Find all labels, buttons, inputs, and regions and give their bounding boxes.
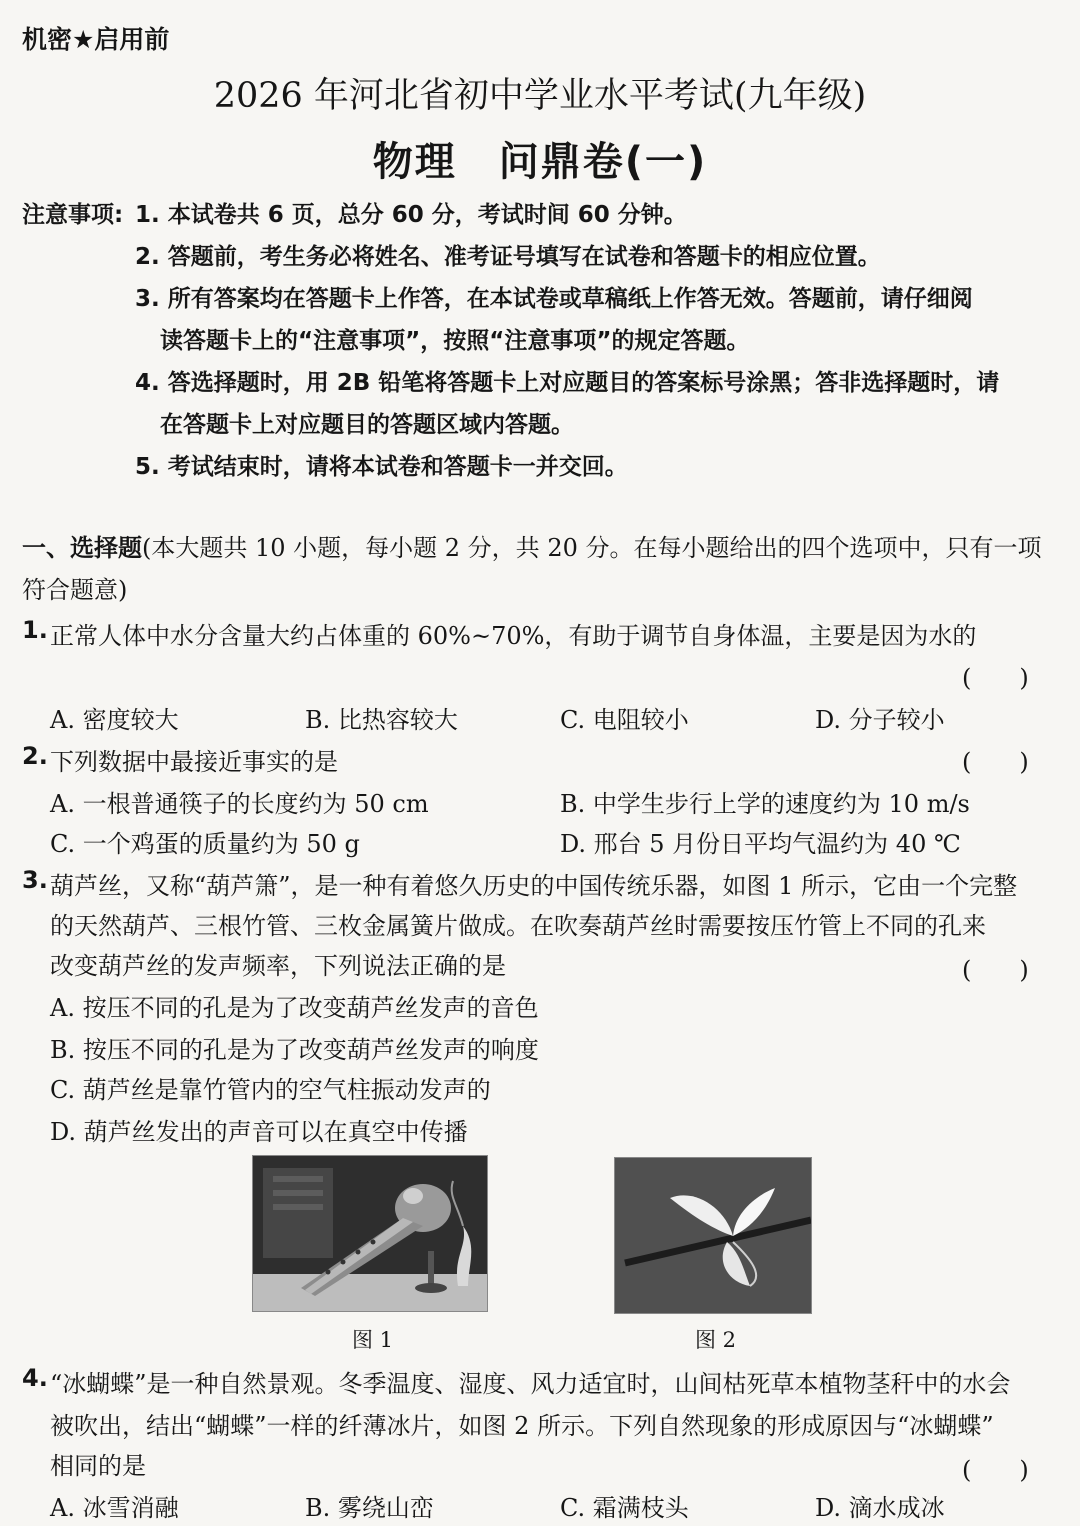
question-stem: “冰蝴蝶”是一种自然景观。冬季温度、湿度、风力适宜时，山间枯死草本植物茎秆中的水会 [50, 1370, 1011, 1398]
option-a: A. 冰雪消融 [50, 1494, 179, 1522]
option-b: B. 按压不同的孔是为了改变葫芦丝发声的响度 [50, 1036, 539, 1064]
section-desc-cont: 符合题意) [22, 576, 128, 604]
notice-item: 4. 答选择题时，用 2B 铅笔将答题卡上对应题目的答案标号涂黑；答非选择题时，请 [135, 370, 1000, 396]
question-stem: 葫芦丝，又称“葫芦箫”，是一种有着悠久历史的中国传统乐器，如图 1 所示，它由一个完整 [50, 872, 1018, 900]
question-stem: 下列数据中最接近事实的是 [50, 748, 338, 776]
answer-parentheses: ( ) [962, 956, 1029, 984]
figure-2-caption: 图 2 [695, 1328, 737, 1352]
question-stem: 正常人体中水分含量大约占体重的 60%~70%，有助于调节自身体温，主要是因为水的 [50, 622, 977, 650]
option-d: D. 分子较小 [815, 706, 945, 734]
notice-item: 1. 本试卷共 6 页，总分 60 分，考试时间 60 分钟。 [135, 202, 687, 228]
confidential-label: 机密★启用前 [22, 25, 170, 54]
figure-1-caption: 图 1 [352, 1328, 394, 1352]
option-d: D. 邢台 5 月份日平均气温约为 40 ℃ [560, 830, 961, 858]
notice-item: 5. 考试结束时，请将本试卷和答题卡一并交回。 [135, 454, 628, 480]
exam-title: 2026 年河北省初中学业水平考试(九年级) [213, 76, 867, 116]
figure-2-ice-butterfly-photo [614, 1157, 812, 1314]
question-stem: 的天然葫芦、三根竹管、三枚金属簧片做成。在吹奏葫芦丝时需要按压竹管上不同的孔来 [50, 912, 986, 940]
question-number: 1. [22, 616, 48, 644]
section-heading: 一、选择题 [22, 534, 142, 562]
option-a: A. 密度较大 [50, 706, 179, 734]
notice-item: 在答题卡上对应题目的答题区域内答题。 [160, 412, 574, 438]
answer-parentheses: ( ) [962, 748, 1029, 776]
notice-item: 读答题卡上的“注意事项”，按照“注意事项”的规定答题。 [160, 328, 750, 354]
option-b: B. 比热容较大 [305, 706, 458, 734]
answer-parentheses: ( ) [962, 664, 1029, 692]
answer-parentheses: ( ) [962, 1456, 1029, 1484]
figure-1-hulusi-photo [252, 1155, 488, 1312]
option-c: C. 葫芦丝是靠竹管内的空气柱振动发声的 [50, 1076, 491, 1104]
question-number: 3. [22, 866, 48, 894]
option-c: C. 一个鸡蛋的质量约为 50 g [50, 830, 360, 858]
question-stem: 相同的是 [50, 1452, 146, 1480]
option-b: B. 雾绕山峦 [305, 1494, 434, 1522]
notice-label: 注意事项: [22, 202, 124, 228]
question-number: 4. [22, 1364, 48, 1392]
option-c: C. 电阻较小 [560, 706, 689, 734]
option-b: B. 中学生步行上学的速度约为 10 m/s [560, 790, 970, 818]
option-d: D. 滴水成冰 [815, 1494, 945, 1522]
question-stem: 改变葫芦丝的发声频率，下列说法正确的是 [50, 952, 506, 980]
question-stem: 被吹出，结出“蝴蝶”一样的纤薄冰片，如图 2 所示。下列自然现象的形成原因与“冰蝴蝶” [50, 1412, 994, 1440]
section-desc: (本大题共 10 小题，每小题 2 分，共 20 分。在每小题给出的四个选项中，只有一项 [142, 534, 1042, 562]
notice-item: 2. 答题前，考生务必将姓名、准考证号填写在试卷和答题卡的相应位置。 [135, 244, 881, 270]
option-c: C. 霜满枝头 [560, 1494, 689, 1522]
option-d: D. 葫芦丝发出的声音可以在真空中传播 [50, 1118, 468, 1146]
paper-subtitle: 物理 问鼎卷(一) [372, 139, 708, 185]
section-intro [22, 528, 1041, 563]
option-a: A. 按压不同的孔是为了改变葫芦丝发声的音色 [50, 994, 539, 1022]
hulusi-illustration [253, 1156, 487, 1311]
ice-butterfly-illustration [615, 1158, 811, 1313]
notice-item: 3. 所有答案均在答题卡上作答，在本试卷或草稿纸上作答无效。答题前，请仔细阅 [135, 286, 973, 312]
option-a: A. 一根普通筷子的长度约为 50 cm [50, 790, 429, 818]
question-number: 2. [22, 742, 48, 770]
